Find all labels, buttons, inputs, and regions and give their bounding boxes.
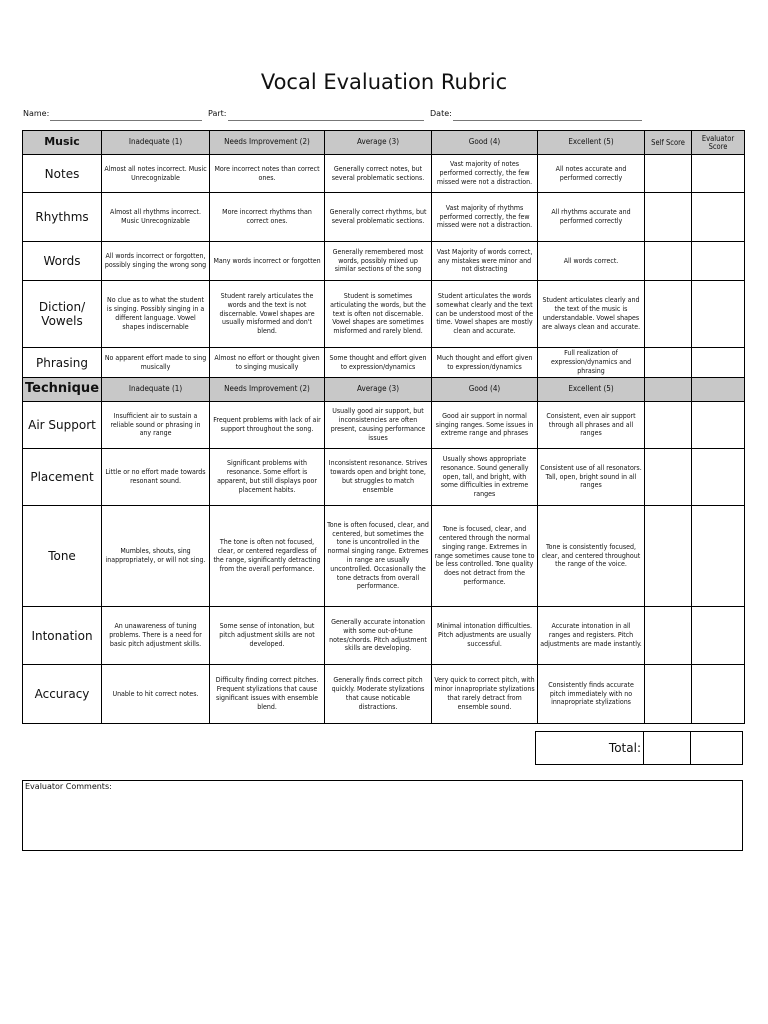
- rubric-row: [23, 449, 745, 506]
- descriptor-cell-level-3: Usually good air support, but inconsistencies are often present, causing performance issues: [325, 402, 432, 449]
- evaluator-score-header: Evaluator Score: [692, 131, 745, 155]
- descriptor-cell-level-4: Much thought and effort given to expression/dynamics: [432, 348, 538, 378]
- criterion-label: Accuracy: [23, 665, 102, 724]
- descriptor-cell-level-1: No clue as to what the student is singing. Possibly singing in a different language. Vowel shapes indiscernable: [102, 281, 210, 348]
- descriptor-cell-level-5: Full realization of expression/dynamics and phrasing: [538, 348, 645, 378]
- music-section-title: Music: [23, 131, 102, 155]
- self-score-cell[interactable]: [645, 242, 692, 281]
- date-label: Date:: [430, 109, 452, 118]
- descriptor-cell-level-2: Some sense of intonation, but pitch adjustment skills are not developed.: [210, 607, 325, 665]
- music-level-header-2: Needs Improvement (2): [210, 131, 325, 155]
- descriptor-cell-level-2: Significant problems with resonance. Some effort is apparent, but still displays poor placement habits.: [210, 449, 325, 506]
- part-label: Part:: [208, 109, 227, 118]
- descriptor-cell-level-3: Generally remembered most words, possibly mixed up similar sections of the song: [325, 242, 432, 281]
- evaluator-score-cell[interactable]: [692, 193, 745, 242]
- criterion-label: Words: [23, 242, 102, 281]
- descriptor-cell-level-2: Many words incorrect or forgotten: [210, 242, 325, 281]
- descriptor-cell-level-5: Tone is consistently focused, clear, and centered throughout the range of the voice.: [538, 506, 645, 607]
- technique-evaluator-score-header: [692, 378, 745, 402]
- descriptor-cell-level-5: All words correct.: [538, 242, 645, 281]
- descriptor-cell-level-3: Some thought and effort given to expression/dynamics: [325, 348, 432, 378]
- descriptor-cell-level-3: Generally accurate intonation with some out-of-tune notes/chords. Pitch adjustment skills are developing.: [325, 607, 432, 665]
- descriptor-cell-level-2: The tone is often not focused, clear, or centered regardless of the range, significantly detracting from the overall performance.: [210, 506, 325, 607]
- technique-level-header-4: Good (4): [432, 378, 538, 402]
- descriptor-cell-level-3: Generally correct notes, but several problematic sections.: [325, 155, 432, 193]
- rubric-row: [23, 348, 745, 378]
- self-score-cell[interactable]: [645, 506, 692, 607]
- descriptor-cell-level-4: Vast Majority of words correct, any mistakes were minor and not distracting: [432, 242, 538, 281]
- technique-level-header-3: Average (3): [325, 378, 432, 402]
- total-self-score-cell[interactable]: [643, 732, 691, 764]
- evaluator-score-cell[interactable]: [692, 242, 745, 281]
- criterion-label: Tone: [23, 506, 102, 607]
- descriptor-cell-level-2: Difficulty finding correct pitches. Frequent stylizations that cause significant issues with ensemble blend.: [210, 665, 325, 724]
- descriptor-cell-level-1: An unawareness of tuning problems. There is a need for basic pitch adjustment skills.: [102, 607, 210, 665]
- descriptor-cell-level-5: Consistent, even air support through all phrases and all ranges: [538, 402, 645, 449]
- descriptor-cell-level-3: Generally correct rhythms, but several problematic sections.: [325, 193, 432, 242]
- self-score-header: Self Score: [645, 131, 692, 155]
- technique-header-row: [23, 378, 745, 402]
- part-field[interactable]: [228, 120, 424, 121]
- rubric-table: [22, 130, 745, 724]
- rubric-row: [23, 402, 745, 449]
- self-score-cell[interactable]: [645, 155, 692, 193]
- rubric-row: [23, 281, 745, 348]
- descriptor-cell-level-1: Unable to hit correct notes.: [102, 665, 210, 724]
- descriptor-cell-level-1: Almost all rhythms incorrect. Music Unrecognizable: [102, 193, 210, 242]
- name-label: Name:: [23, 109, 50, 118]
- self-score-cell[interactable]: [645, 348, 692, 378]
- technique-level-header-1: Inadequate (1): [102, 378, 210, 402]
- self-score-cell[interactable]: [645, 449, 692, 506]
- criterion-label: Diction/ Vowels: [23, 281, 102, 348]
- descriptor-cell-level-3: Generally finds correct pitch quickly. Moderate stylizations that cause noticable distractions.: [325, 665, 432, 724]
- total-evaluator-score-cell[interactable]: [690, 732, 743, 764]
- self-score-cell[interactable]: [645, 193, 692, 242]
- descriptor-cell-level-4: Very quick to correct pitch, with minor innapropriate stylizations that rarely detract from ensemble sound.: [432, 665, 538, 724]
- descriptor-cell-level-3: Tone is often focused, clear, and centered, but sometimes the tone is uncontrolled in the normal singing range. Extremes in range are usually uncontrolled. Occasionally the tone detracts from overall performance.: [325, 506, 432, 607]
- descriptor-cell-level-1: Almost all notes incorrect. Music Unrecognizable: [102, 155, 210, 193]
- descriptor-cell-level-5: Consistently finds accurate pitch immediately with no innapropriate stylizations: [538, 665, 645, 724]
- technique-level-header-5: Excellent (5): [538, 378, 645, 402]
- evaluator-comments-box[interactable]: [22, 780, 743, 851]
- self-score-cell[interactable]: [645, 281, 692, 348]
- criterion-label: Air Support: [23, 402, 102, 449]
- descriptor-cell-level-5: Consistent use of all resonators. Tall, open, bright sound in all ranges: [538, 449, 645, 506]
- criterion-label: Rhythms: [23, 193, 102, 242]
- page-title: Vocal Evaluation Rubric: [260, 70, 508, 94]
- descriptor-cell-level-4: Minimal intonation difficulties. Pitch adjustments are usually successful.: [432, 607, 538, 665]
- descriptor-cell-level-1: Mumbles, shouts, sing inappropriately, or will not sing.: [102, 506, 210, 607]
- descriptor-cell-level-1: Little or no effort made towards resonant sound.: [102, 449, 210, 506]
- descriptor-cell-level-4: Vast majority of notes performed correctly, the few missed were not a distraction.: [432, 155, 538, 193]
- evaluator-score-cell[interactable]: [692, 665, 745, 724]
- descriptor-cell-level-1: Insufficient air to sustain a reliable sound or phrasing in any range: [102, 402, 210, 449]
- evaluator-comments-label: Evaluator Comments:: [25, 782, 112, 791]
- name-field[interactable]: [50, 120, 202, 121]
- music-level-header-5: Excellent (5): [538, 131, 645, 155]
- descriptor-cell-level-1: No apparent effort made to sing musically: [102, 348, 210, 378]
- evaluator-score-cell[interactable]: [692, 506, 745, 607]
- evaluator-score-cell[interactable]: [692, 281, 745, 348]
- music-level-header-3: Average (3): [325, 131, 432, 155]
- rubric-row: [23, 242, 745, 281]
- descriptor-cell-level-1: All words incorrect or forgotten, possibly singing the wrong song: [102, 242, 210, 281]
- descriptor-cell-level-2: More incorrect notes than correct ones.: [210, 155, 325, 193]
- descriptor-cell-level-3: Student is sometimes articulating the words, but the text is often not discernable. Vowel shapes are sometimes misformed and rarely blend.: [325, 281, 432, 348]
- criterion-label: Notes: [23, 155, 102, 193]
- descriptor-cell-level-5: Student articulates clearly and the text of the music is understandable. Vowel shapes are always clean and accurate.: [538, 281, 645, 348]
- evaluator-score-cell[interactable]: [692, 402, 745, 449]
- evaluator-score-cell[interactable]: [692, 607, 745, 665]
- rubric-row: [23, 155, 745, 193]
- rubric-row: [23, 665, 745, 724]
- evaluator-score-cell[interactable]: [692, 348, 745, 378]
- descriptor-cell-level-4: Good air support in normal singing ranges. Some issues in extreme range and phrases: [432, 402, 538, 449]
- descriptor-cell-level-4: Vast majority of rhythms performed correctly, the few missed were not a distraction.: [432, 193, 538, 242]
- technique-self-score-header: [645, 378, 692, 402]
- technique-section-title: Technique: [23, 378, 102, 402]
- rubric-row: [23, 193, 745, 242]
- evaluator-score-cell[interactable]: [692, 449, 745, 506]
- descriptor-cell-level-5: All rhythms accurate and performed correctly: [538, 193, 645, 242]
- music-level-header-4: Good (4): [432, 131, 538, 155]
- music-level-header-1: Inadequate (1): [102, 131, 210, 155]
- descriptor-cell-level-2: Almost no effort or thought given to singing musically: [210, 348, 325, 378]
- music-header-row: [23, 131, 745, 155]
- evaluator-score-cell[interactable]: [692, 155, 745, 193]
- total-label: Total:: [608, 741, 641, 755]
- rubric-row: [23, 506, 745, 607]
- criterion-label: Placement: [23, 449, 102, 506]
- technique-level-header-2: Needs Improvement (2): [210, 378, 325, 402]
- criterion-label: Phrasing: [23, 348, 102, 378]
- self-score-cell[interactable]: [645, 607, 692, 665]
- self-score-cell[interactable]: [645, 402, 692, 449]
- descriptor-cell-level-4: Student articulates the words somewhat clearly and the text can be understood most of the time. Vowel shapes are mostly clean and accurate.: [432, 281, 538, 348]
- descriptor-cell-level-4: Tone is focused, clear, and centered through the normal singing range. Extremes in range sometimes cause tone to be less controlled. Tone quality does not detract from the performance.: [432, 506, 538, 607]
- descriptor-cell-level-3: Inconsistent resonance. Strives towards open and bright tone, but struggles to match ensemble: [325, 449, 432, 506]
- descriptor-cell-level-2: Frequent problems with lack of air support throughout the song.: [210, 402, 325, 449]
- self-score-cell[interactable]: [645, 665, 692, 724]
- descriptor-cell-level-4: Usually shows appropriate resonance. Sound generally open, tall, and bright, with some difficulties in extreme ranges: [432, 449, 538, 506]
- descriptor-cell-level-2: More incorrect rhythms than correct ones.: [210, 193, 325, 242]
- total-box: [535, 731, 743, 765]
- descriptor-cell-level-5: All notes accurate and performed correctly: [538, 155, 645, 193]
- descriptor-cell-level-2: Student rarely articulates the words and the text is not discernable. Vowel shapes are usually misformed and don't blend.: [210, 281, 325, 348]
- criterion-label: Intonation: [23, 607, 102, 665]
- date-field[interactable]: [453, 120, 642, 121]
- descriptor-cell-level-5: Accurate intonation in all ranges and registers. Pitch adjustments are made instantly.: [538, 607, 645, 665]
- rubric-row: [23, 607, 745, 665]
